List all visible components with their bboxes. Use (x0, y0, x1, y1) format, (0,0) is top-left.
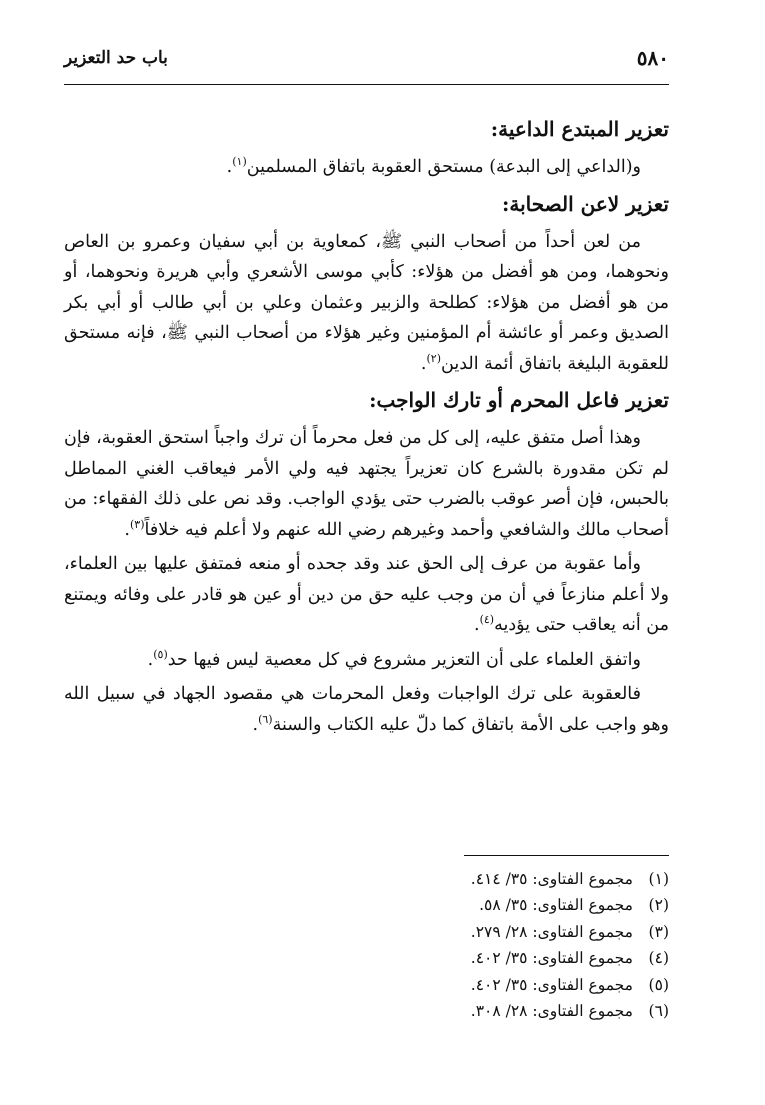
paragraph (64, 645, 669, 676)
paragraph-end: . (252, 714, 259, 735)
footnote-text: مجموع الفتاوى: ٢٨/ ٢٧٩. (470, 922, 633, 941)
paragraph-end: . (124, 519, 130, 540)
running-title: باب حد التعزير (64, 48, 168, 68)
footnote-text: مجموع الفتاوى: ٣٥/ ٤١٤. (470, 870, 633, 888)
paragraph-text: فالعقوبة على ترك الواجبات وفعل المحرمات هي مقصود الجهاد في سبيل الله وهو واجب على الأمة باتفاق كما دلّ عليه الكتاب والسنة (64, 684, 669, 735)
paragraph-text: و(الداعي إلى البدعة) مستحق العقوبة باتفاق المسلمين (246, 157, 641, 177)
footnote-text: مجموع الفتاوى: ٣٥/ ٥٨. (479, 896, 633, 915)
main-text (64, 112, 669, 744)
footnote-text: مجموع الفتاوى: ٣٥/ ٤٠٢. (470, 975, 633, 994)
paragraph-text: من لعن أحداً من أصحاب النبي ﷺ، كمعاوية بن أبي سفيان وعمرو بن العاص ونحوهما، ومن هو أفضل من هؤلاء: كأبي موسى الأشعري وأبي هريرة ونحوهما، أو من هو أفضل من هؤلاء: كطلحة والزبير وعثمان وعلي بن أبي طالب أو أبي بكر الصديق وعمر أو عائشة أم المؤمنين وغير هؤلاء من أصحاب النبي ﷺ، فإنه مستحق للعقوبة البليغة باتفاق أئمة الدين (64, 231, 669, 374)
footnote-separator (464, 855, 669, 856)
paragraph-text: وهذا أصل متفق عليه، إلى كل من فعل محرماً أن ترك واجباً استحق العقوبة، فإن لم تكن مقدورة بالشرع كان تعزيراً يجتهد فيه ولي الأمر فيعاقب الغني المماطل بالحبس، فإن أصر عوقب بالضرب حتى يؤدي الواجب. وقد نص على ذلك الفقهاء: من أصحاب مالك والشافعي وأحمد وغيرهم رضي الله عنهم ولا أعلم فيه خلافاً (64, 428, 669, 540)
paragraph-end: . (420, 353, 427, 374)
footnote-text: مجموع الفتاوى: ٢٨/ ٣٠٨. (470, 1002, 633, 1021)
footnote (64, 919, 669, 945)
footnote-ref: (٦) (258, 712, 273, 726)
header-rule (64, 84, 669, 85)
footnote (64, 866, 669, 892)
paragraph-text: واتفق العلماء على أن التعزير مشروع في كل معصية ليس فيها حد (167, 649, 641, 670)
paragraph (64, 549, 669, 641)
footnote (64, 972, 669, 998)
paragraph-end: . (147, 649, 154, 670)
footnote-number: (٤) (648, 949, 669, 968)
footnote (64, 892, 669, 918)
section-heading: تعزير فاعل المحرم أو تارك الواجب: (369, 388, 669, 412)
footnote-ref: (٢) (426, 351, 442, 365)
paragraph (64, 152, 669, 183)
paragraph-text: وأما عقوبة من عرف إلى الحق عند وقد جحده أو منعه فمتفق عليها بين العلماء، ولا أعلم منازعاً في أن من وجب عليه حق من دين أو عين هو قادر على وفائه ويمتنع من أنه يعاقب حتى يؤديه (64, 554, 669, 635)
page-number: ٥٨٠ (636, 46, 669, 70)
footnote-number: (٢) (648, 896, 669, 915)
footnote-ref: (٣) (129, 517, 145, 531)
footnote-ref: (١) (232, 155, 247, 169)
footnote-ref: (٤) (479, 613, 495, 627)
paragraph (64, 679, 669, 740)
paragraph (64, 227, 669, 380)
page-header (64, 42, 669, 82)
footnote-number: (١) (648, 870, 669, 888)
footnote (64, 998, 669, 1024)
paragraph (64, 423, 669, 545)
footnote-number: (٦) (648, 1002, 669, 1021)
paragraph-end: . (474, 615, 480, 635)
paragraph-end: . (226, 157, 233, 177)
section-heading: تعزير لاعن الصحابة: (501, 191, 669, 216)
footnote-number: (٥) (648, 975, 669, 994)
footnotes (64, 866, 669, 1024)
section-heading: تعزير المبتدع الداعية: (490, 117, 669, 141)
footnote (64, 945, 669, 971)
footnote-number: (٣) (648, 922, 669, 941)
footnote-text: مجموع الفتاوى: ٣٥/ ٤٠٢. (470, 949, 633, 968)
footnote-ref: (٥) (153, 647, 168, 661)
